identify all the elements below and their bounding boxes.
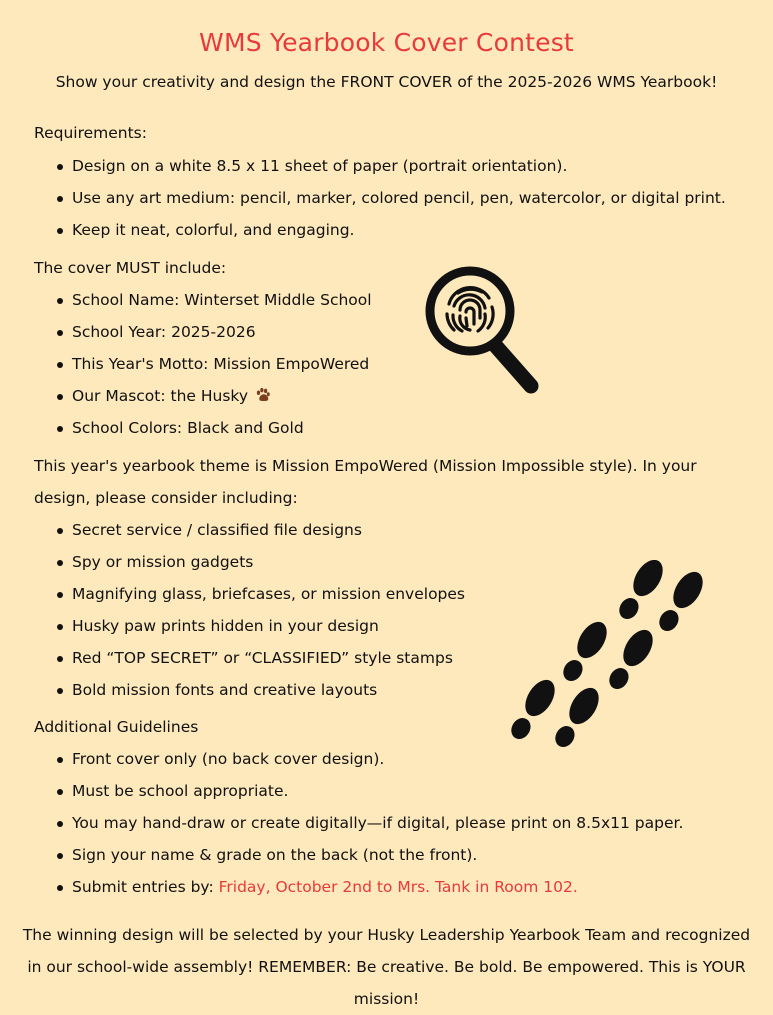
fingerprint-magnifier-icon — [420, 262, 542, 401]
guidelines-list — [0, 743, 683, 903]
guidelines-heading: Additional Guidelines — [34, 718, 199, 736]
theme-list — [0, 514, 465, 706]
list-item: School Name: Winterset Middle School — [0, 284, 372, 316]
list-item: Front cover only (no back cover design). — [0, 743, 683, 775]
list-item: Magnifying glass, briefcases, or mission envelopes — [0, 578, 465, 610]
requirements-heading: Requirements: — [34, 124, 147, 142]
requirements-list — [0, 150, 726, 246]
list-item: Keep it neat, colorful, and engaging. — [0, 214, 726, 246]
list-item: Husky paw prints hidden in your design — [0, 610, 465, 642]
theme-paragraph: This year's yearbook theme is Mission EmpoWered (Mission Impossible style). In your design, please consider including: — [34, 457, 697, 507]
submit-label: Submit entries by: — [72, 878, 219, 896]
mascot-text: Our Mascot: the Husky — [72, 387, 249, 405]
subtitle: Show your creativity and design the FRONT COVER of the 2025-2026 WMS Yearbook! — [55, 73, 718, 91]
list-item: School Year: 2025-2026 — [0, 316, 372, 348]
list-item: Bold mission fonts and creative layouts — [0, 674, 465, 706]
list-item: Red “TOP SECRET” or “CLASSIFIED” style stamps — [0, 642, 465, 674]
list-item: You may hand-draw or create digitally—if digital, please print on 8.5x11 paper. — [0, 807, 683, 839]
list-item: Use any art medium: pencil, marker, colored pencil, pen, watercolor, or digital print. — [0, 182, 726, 214]
closing-paragraph: The winning design will be selected by your Husky Leadership Yearbook Team and recognized in our school-wide assembly! REMEMBER: Be creative. Be bold. Be empowered. This is YOUR mission! — [22, 926, 751, 1008]
must-include-list — [0, 284, 372, 444]
list-item: This Year's Motto: Mission EmpoWered — [0, 348, 372, 380]
list-item: Must be school appropriate. — [0, 775, 683, 807]
list-item: Secret service / classified file designs — [0, 514, 465, 546]
list-item: Sign your name & grade on the back (not the front). — [0, 839, 683, 871]
page-title: WMS Yearbook Cover Contest — [199, 28, 574, 57]
submit-deadline: Friday, October 2nd to Mrs. Tank in Room 102. — [218, 878, 578, 896]
list-item: School Colors: Black and Gold — [0, 412, 372, 444]
must-include-heading: The cover MUST include: — [34, 259, 227, 277]
paw-print-icon — [254, 383, 272, 415]
footprints-icon — [500, 560, 715, 764]
list-item: Spy or mission gadgets — [0, 546, 465, 578]
list-item: Design on a white 8.5 x 11 sheet of paper (portrait orientation). — [0, 150, 726, 182]
list-item — [0, 871, 683, 903]
list-item — [0, 380, 372, 412]
